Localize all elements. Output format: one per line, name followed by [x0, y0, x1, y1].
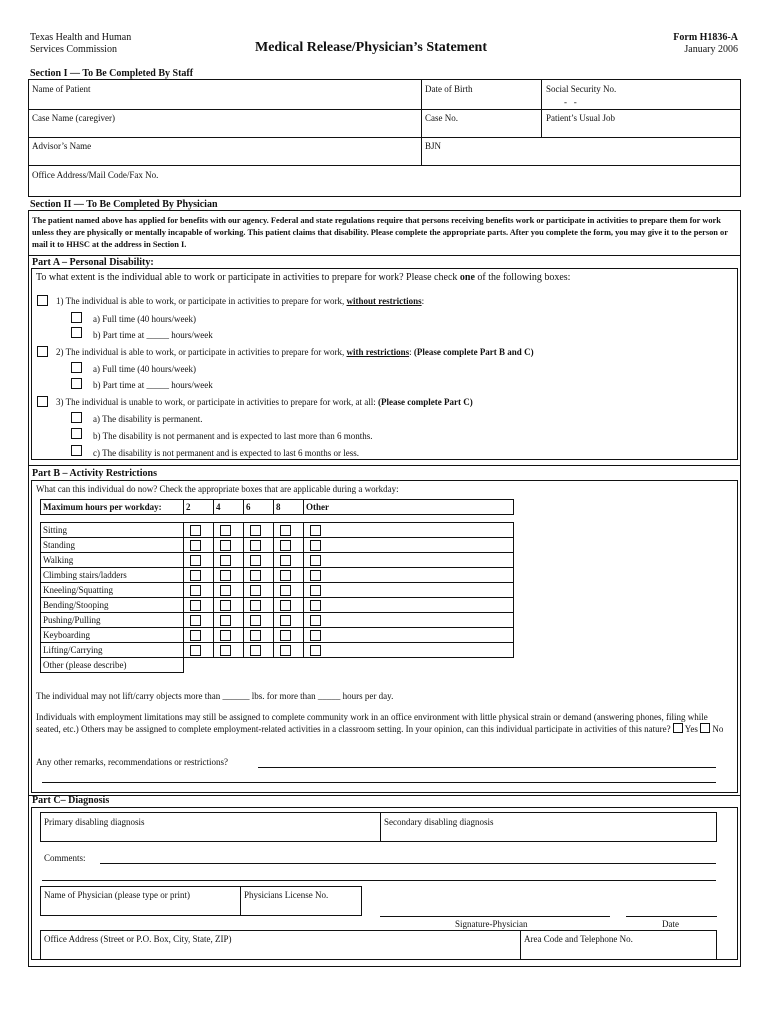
hours-cell — [304, 568, 514, 583]
hours-cell — [274, 553, 304, 568]
hours-cell — [244, 628, 274, 643]
option-3b-label: b) The disability is not permanent and is expected to last more than 6 months. — [93, 431, 373, 441]
option-3c-checkbox[interactable] — [71, 445, 82, 456]
activity-row — [41, 538, 514, 553]
hours-cell — [304, 598, 514, 613]
option-3a-checkbox[interactable] — [71, 412, 82, 423]
activity-label: Kneeling/Squatting — [41, 583, 184, 598]
part-b-question: What can this individual do now? Check the appropriate boxes that are applicable during a workday: — [36, 484, 399, 494]
option-2b-label: b) Part time at _____ hours/week — [93, 380, 213, 390]
form-id — [673, 32, 738, 56]
hours-col-other: Other — [304, 500, 514, 515]
activity-row — [41, 628, 514, 643]
hours-checkbox[interactable] — [190, 630, 201, 641]
hours-cell — [214, 628, 244, 643]
date-line[interactable] — [626, 916, 717, 917]
activity-row — [41, 523, 514, 538]
hours-cell — [214, 583, 244, 598]
activity-label: Standing — [41, 538, 184, 553]
activity-label: Bending/Stooping — [41, 598, 184, 613]
hours-checkbox[interactable] — [280, 585, 291, 596]
hours-checkbox[interactable] — [220, 615, 231, 626]
name-of-patient-field[interactable]: Name of Patient — [32, 84, 91, 94]
comments-line-1[interactable] — [100, 863, 716, 864]
page-title: Medical Release/Physician’s Statement — [255, 40, 487, 55]
hours-cell — [214, 523, 244, 538]
activity-row — [41, 568, 514, 583]
option-3c-label: c) The disability is not permanent and is expected to last 6 months or less. — [93, 448, 360, 458]
hours-cell — [184, 523, 214, 538]
hours-cell — [184, 613, 214, 628]
hours-cell — [274, 598, 304, 613]
usual-job-field[interactable]: Patient’s Usual Job — [546, 113, 615, 123]
agency-name — [30, 32, 131, 56]
hours-cell — [274, 613, 304, 628]
section-1-heading: Section I — To Be Completed By Staff — [30, 68, 194, 79]
hours-cell — [214, 598, 244, 613]
hours-cell — [214, 643, 244, 658]
option-2-checkbox[interactable] — [37, 346, 48, 357]
hours-checkbox[interactable] — [250, 540, 261, 551]
remarks-line-2[interactable] — [42, 782, 716, 783]
hours-checkbox[interactable] — [310, 630, 321, 641]
activity-label: Sitting — [41, 523, 184, 538]
hours-checkbox[interactable] — [220, 600, 231, 611]
hours-header: Maximum hours per workday: — [41, 500, 184, 515]
ssn-field[interactable]: Social Security No. — [546, 84, 617, 94]
option-1b-label: b) Part time at _____ hours/week — [93, 330, 213, 340]
hours-checkbox[interactable] — [250, 600, 261, 611]
hours-cell — [304, 583, 514, 598]
hours-checkbox[interactable] — [250, 615, 261, 626]
hours-checkbox[interactable] — [250, 570, 261, 581]
hours-cell — [184, 628, 214, 643]
hours-checkbox[interactable] — [220, 555, 231, 566]
form-number: Form H1836-A — [673, 32, 738, 43]
date-of-birth-field[interactable]: Date of Birth — [425, 84, 473, 94]
option-3-label: 3) The individual is unable to work, or participate in activities to prepare for work, at all: (Please complete Part C) — [56, 397, 473, 407]
option-1-checkbox[interactable] — [37, 295, 48, 306]
lift-limit-line: The individual may not lift/carry objects more than ______ lbs. for more than _____ hours per day. — [36, 691, 394, 701]
hours-cell — [184, 553, 214, 568]
part-c-heading: Part C– Diagnosis — [32, 795, 110, 806]
hours-cell — [274, 523, 304, 538]
hours-checkbox[interactable] — [220, 645, 231, 656]
license-no-field[interactable]: Physicians License No. — [244, 890, 329, 900]
physician-name-field[interactable]: Name of Physician (please type or print) — [44, 890, 190, 900]
hours-cell — [304, 538, 514, 553]
signature-label: Signature-Physician — [455, 919, 528, 929]
hours-checkbox[interactable] — [190, 645, 201, 656]
hours-checkbox[interactable] — [310, 525, 321, 536]
physician-address-field[interactable]: Office Address (Street or P.O. Box, City, State, ZIP) — [44, 934, 232, 944]
option-1-label: 1) The individual is able to work, or participate in activities to prepare for work, without restrictions: — [56, 296, 425, 306]
hours-cell — [304, 523, 514, 538]
hours-checkbox[interactable] — [250, 525, 261, 536]
date-label: Date — [662, 919, 679, 929]
hours-checkbox[interactable] — [280, 540, 291, 551]
section-2-intro: The patient named above has applied for benefits with our agency. Federal and state regulations require that persons receiving benefits work or participate in activities to prepare them for work unless they are physically or mentally incapable of working. This patient claims that disability. Please complete the appropriate parts. After you complete the form, you may give it to the person or mail it to HHSC at the address in Section I. — [32, 216, 728, 249]
hours-checkbox[interactable] — [280, 570, 291, 581]
primary-diagnosis-field[interactable]: Primary disabling diagnosis — [44, 817, 145, 827]
activity-label: Keyboarding — [41, 628, 184, 643]
activity-row — [41, 613, 514, 628]
hours-cell — [244, 598, 274, 613]
hours-cell — [184, 583, 214, 598]
option-2a-label: a) Full time (40 hours/week) — [93, 364, 196, 374]
hours-cell — [274, 583, 304, 598]
hours-checkbox[interactable] — [190, 525, 201, 536]
hours-checkbox[interactable] — [220, 630, 231, 641]
option-1b-checkbox[interactable] — [71, 327, 82, 338]
option-2a-checkbox[interactable] — [71, 362, 82, 373]
hours-checkbox[interactable] — [280, 615, 291, 626]
activity-row — [41, 553, 514, 568]
agency-line-1: Texas Health and Human — [30, 32, 132, 43]
hours-cell — [304, 613, 514, 628]
hours-cell — [214, 568, 244, 583]
hours-checkbox[interactable] — [190, 600, 201, 611]
secondary-diagnosis-field[interactable]: Secondary disabling diagnosis — [384, 817, 494, 827]
yes-checkbox[interactable] — [673, 723, 683, 733]
hours-checkbox[interactable] — [250, 585, 261, 596]
activity-table-header — [41, 500, 514, 515]
advisor-name-field[interactable]: Advisor’s Name — [32, 141, 92, 151]
hours-checkbox[interactable] — [250, 645, 261, 656]
hours-cell — [274, 568, 304, 583]
hours-checkbox[interactable] — [280, 630, 291, 641]
remarks-line-1[interactable] — [258, 767, 716, 768]
hours-checkbox[interactable] — [220, 570, 231, 581]
option-3a-label: a) The disability is permanent. — [93, 414, 203, 424]
phone-field[interactable]: Area Code and Telephone No. — [524, 934, 633, 944]
no-label: No — [712, 724, 724, 734]
hours-checkbox[interactable] — [280, 645, 291, 656]
agency-line-2: Services Commission — [30, 44, 117, 55]
hours-col-6: 6 — [244, 500, 274, 515]
activity-table — [40, 499, 514, 673]
hours-checkbox[interactable] — [310, 600, 321, 611]
part-a-heading: Part A – Personal Disability: — [32, 257, 154, 268]
hours-checkbox[interactable] — [280, 600, 291, 611]
hours-checkbox[interactable] — [190, 540, 201, 551]
hours-checkbox[interactable] — [310, 585, 321, 596]
community-work-text: Individuals with employment limitations may still be assigned to complete community work in an office environment with little physical strain or demand (answering phones, filing while seated, etc.) Others may be assigned to complete employment-related activities in a classroom setting. In your opinion, can this individual participate in activities of this nature? Yes No — [36, 712, 724, 734]
activity-label: Pushing/Pulling — [41, 613, 184, 628]
hours-cell — [304, 553, 514, 568]
hours-cell — [274, 643, 304, 658]
hours-checkbox[interactable] — [310, 540, 321, 551]
activity-row — [41, 598, 514, 613]
hours-checkbox[interactable] — [280, 555, 291, 566]
hours-cell — [214, 613, 244, 628]
hours-checkbox[interactable] — [190, 585, 201, 596]
hours-checkbox[interactable] — [220, 540, 231, 551]
remarks-label: Any other remarks, recommendations or restrictions? — [36, 757, 228, 767]
hours-cell — [304, 628, 514, 643]
form-date: January 2006 — [684, 44, 738, 55]
yes-label: Yes — [684, 724, 698, 734]
activity-label: Climbing stairs/ladders — [41, 568, 184, 583]
hours-cell — [244, 613, 274, 628]
option-1a-checkbox[interactable] — [71, 312, 82, 323]
hours-cell — [184, 538, 214, 553]
office-address-field[interactable]: Office Address/Mail Code/Fax No. — [32, 170, 159, 180]
hours-cell — [244, 538, 274, 553]
hours-cell — [244, 553, 274, 568]
hours-checkbox[interactable] — [220, 585, 231, 596]
hours-checkbox[interactable] — [190, 555, 201, 566]
no-checkbox[interactable] — [700, 723, 710, 733]
option-2b-checkbox[interactable] — [71, 378, 82, 389]
hours-cell — [184, 568, 214, 583]
hours-cell — [274, 628, 304, 643]
hours-cell — [184, 643, 214, 658]
hours-checkbox[interactable] — [190, 570, 201, 581]
hours-checkbox[interactable] — [190, 615, 201, 626]
hours-checkbox[interactable] — [310, 615, 321, 626]
activity-row — [41, 658, 514, 673]
case-name-field[interactable]: Case Name (caregiver) — [32, 113, 115, 123]
option-3-checkbox[interactable] — [37, 396, 48, 407]
hours-cell — [184, 598, 214, 613]
hours-checkbox[interactable] — [310, 645, 321, 656]
hours-checkbox[interactable] — [220, 525, 231, 536]
part-b-heading: Part B – Activity Restrictions — [32, 468, 157, 479]
hours-checkbox[interactable] — [280, 525, 291, 536]
hours-cell — [214, 538, 244, 553]
option-3b-checkbox[interactable] — [71, 428, 82, 439]
ssn-dashes: - - — [564, 97, 577, 107]
hours-checkbox[interactable] — [250, 555, 261, 566]
activity-label: Other (please describe) — [41, 658, 184, 673]
option-1a-label: a) Full time (40 hours/week) — [93, 314, 196, 324]
activity-label: Walking — [41, 553, 184, 568]
activity-row — [41, 583, 514, 598]
activity-label: Lifting/Carrying — [41, 643, 184, 658]
hours-checkbox[interactable] — [250, 630, 261, 641]
activity-row — [41, 643, 514, 658]
hours-cell — [244, 643, 274, 658]
hours-cell — [244, 568, 274, 583]
hours-col-4: 4 — [214, 500, 244, 515]
part-a-question: To what extent is the individual able to work or participate in activities to prepare for work? Please check one of the following boxes: — [36, 272, 571, 283]
hours-col-8: 8 — [274, 500, 304, 515]
other-describe-cell[interactable] — [184, 658, 514, 673]
hours-cell — [214, 553, 244, 568]
comments-label: Comments: — [44, 853, 86, 863]
hours-checkbox[interactable] — [310, 570, 321, 581]
signature-line[interactable] — [380, 916, 610, 917]
hours-cell — [244, 523, 274, 538]
hours-checkbox[interactable] — [310, 555, 321, 566]
section-2-heading: Section II — To Be Completed By Physician — [30, 199, 218, 210]
hours-cell — [244, 583, 274, 598]
hours-col-2: 2 — [184, 500, 214, 515]
hours-cell — [304, 643, 514, 658]
comments-line-2[interactable] — [42, 880, 716, 881]
bjn-field[interactable]: BJN — [425, 141, 442, 151]
case-no-field[interactable]: Case No. — [425, 113, 458, 123]
hours-cell — [274, 538, 304, 553]
option-2-label: 2) The individual is able to work, or participate in activities to prepare for work, with restrictions: (Please complete Part B and C) — [56, 347, 534, 357]
